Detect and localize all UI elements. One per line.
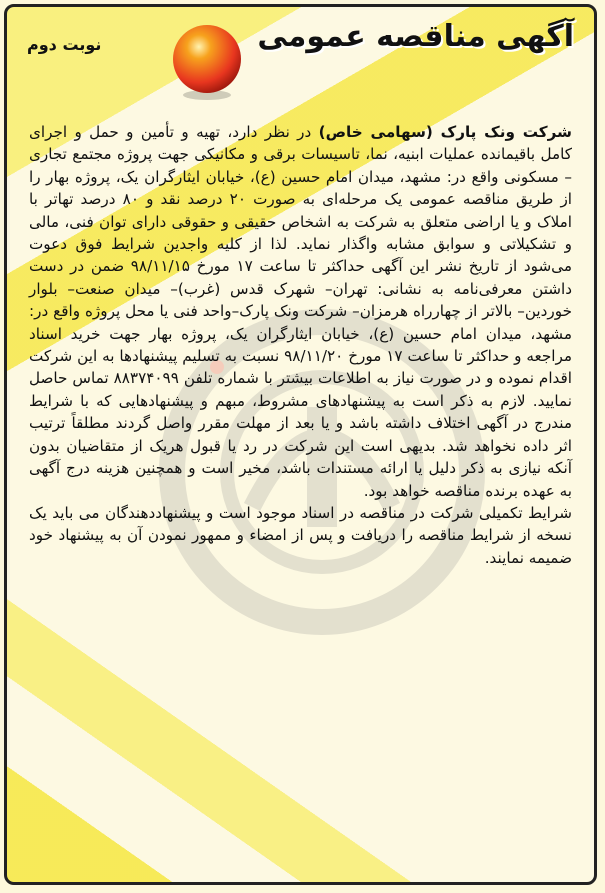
- ad-header: [7, 7, 594, 87]
- ad-frame: [4, 4, 597, 885]
- round-label: نوبت دوم: [27, 35, 102, 54]
- orange-ball-icon: [167, 21, 247, 101]
- ad-body: [29, 121, 572, 569]
- paragraph-1: [29, 121, 572, 502]
- paragraph-2: شرایط تکمیلی شرکت در مناقصه در اسناد موجود است و پیشنهاددهندگان می باید یک نسخه از شرایط مناقصه را دریافت و پس از امضاء و ممهور نمودن آن به پیشنهاد خود ضمیمه نمایند.: [29, 503, 572, 567]
- paragraph-1-text: در نظر دارد، تهیه و تأمین و حمل و اجرای کامل باقیمانده عملیات ابنیه، نما، تاسیسات برقی و مکانیکی جهت پروژه مجتمع تجاری – مسکونی واقع در: مشهد، میدان امام حسین (ع)، خیابان ایثارگران یک، پروژه بهار را از طریق مناقصه عمومی یک مرحله‌ای به صورت ۲۰ درصد نقد و ۸۰ درصد تهاتر با املاک و یا اراضی متعلق به شرکت به اشخاص حقیقی و حقوقی دارای توان فنی، مالی و تشکیلاتی و سوابق مشابه واگذار نماید. لذا از کلیه واجدین شرایط فوق دعوت می‌شود از تاریخ نشر این آگهی حداکثر تا ساعت ۱۷ مورخ ۹۸/۱۱/۱۵ ضمن در دست داشتن معرفی‌نامه به نشانی: تهران– شهرک قدس (غرب)– میدان صنعت– بلوار خوردین– بالاتر از چهارراه هرمزان– شرکت ونک پارک–واحد فنی یا محل پروژه واقع در: مشهد، میدان امام حسین (ع)، خیابان ایثارگران یک، پروژه بهار جهت خرید اسناد مراجعه و حداکثر تا ساعت ۱۷ مورخ ۹۸/۱۱/۲۰ نسبت به تسلیم پیشنهادها به این شرکت اقدام نموده و در صورت نیاز به اطلاعات بیشتر با شماره تلفن ۸۸۳۷۴۰۹۹ تماس حاصل نمایید. لازم به ذکر است به پیشنهادهای مشروط، مبهم و پیشنهادهایی که با شرایط مندرج در آگهی اختلاف داشته باشد و یا بعد از مهلت مقرر واصل گردند مطلقاً ترتیب اثر داده نخواهد شد. بدیهی است این شرکت در رد یا قبول هریک از متقاضیان بدون آنکه نیازی به ذکر دلیل یا ارائه مستندات باشد، مخیر است و همچنین هزینه درج آگهی به عهده برنده مناقصه خواهد بود.: [29, 123, 573, 500]
- company-name: شرکت ونک پارک (سهامی خاص): [318, 123, 572, 141]
- ad-title: آگهی مناقصه عمومی: [257, 19, 574, 54]
